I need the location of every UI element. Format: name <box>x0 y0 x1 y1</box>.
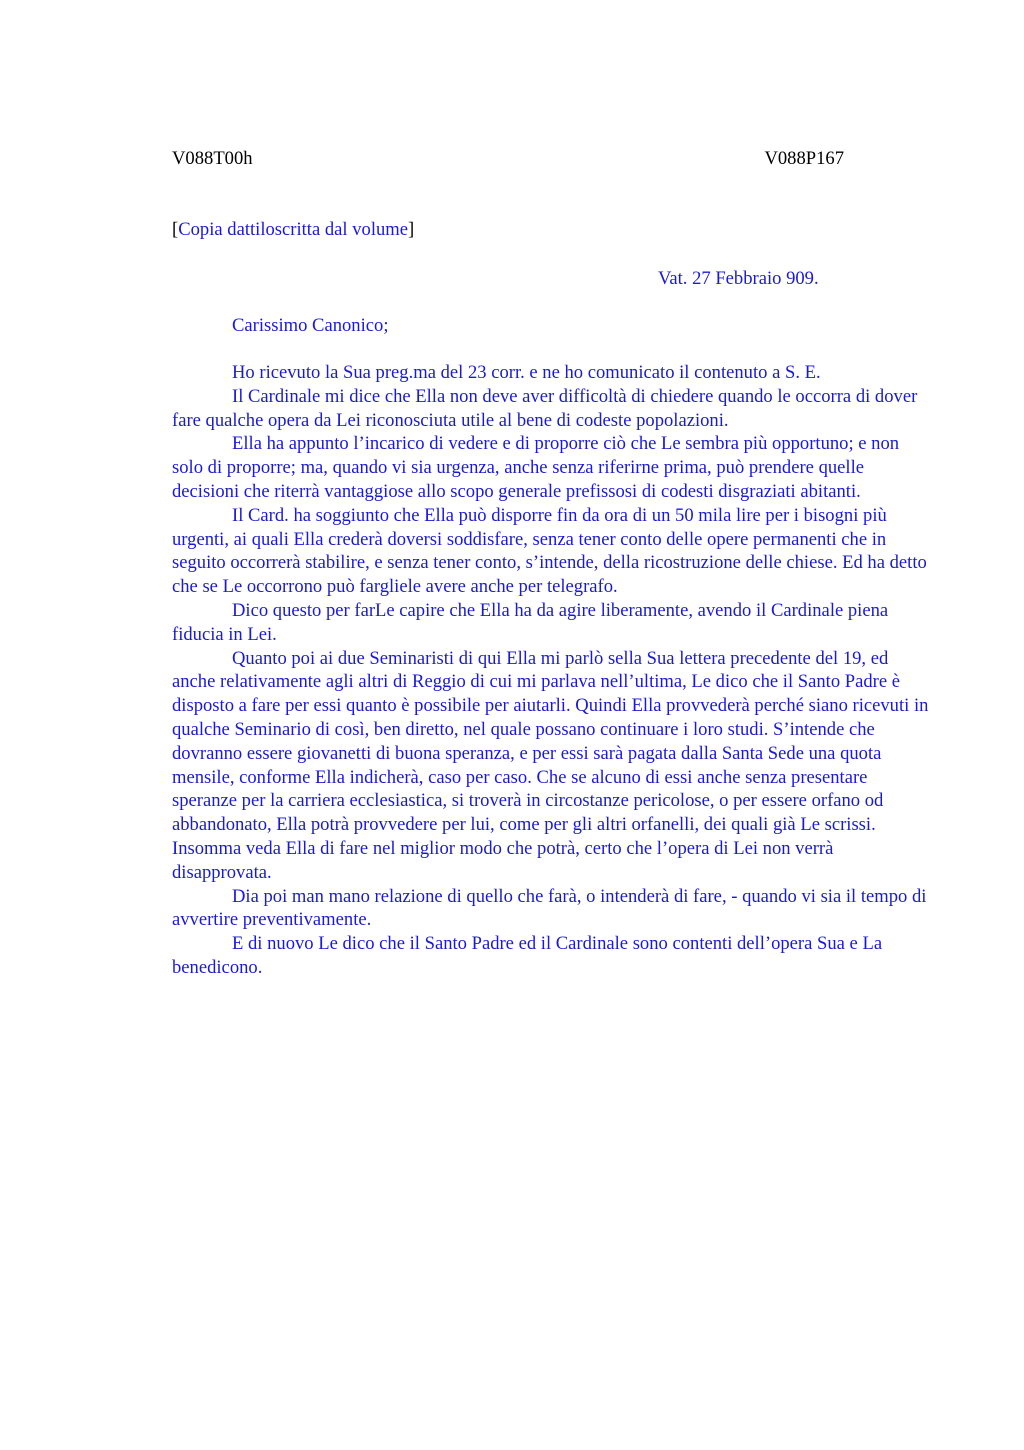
letter-dateline: Vat. 27 Febbraio 909. <box>658 268 819 289</box>
letter-paragraph: Ella ha appunto l’incarico di vedere e di proporre ciò che Le sembra più opportuno; e non solo di proporre; ma, quando vi sia urgenza, anche senza riferirne prima, può prendere quelle decisioni che riterrà vantaggiose allo scopo generale prefissosi di codesti disgraziati abitanti. <box>172 433 900 502</box>
letter-paragraph: Quanto poi ai due Seminaristi di qui Ella mi parlò sella Sua lettera precedente del 19, ed anche relativamente agli altri di Reggio di cui mi parlava nell’ultima, Le dico che il Santo Padre è disposto a fare per essi quanto è possibile per aiutarli. Quindi Ella provvederà perché siano ricevuti in qualche Seminario di così, ben diretto, nel quale possano continuare i loro studi. S’intende che dovranno essere giovanetti di buona speranza, e per essi sarà pagata dalla Santa Sede una quota mensile, conforme Ella indicherà, caso per caso. Che se alcuno di essi anche senza presentare speranze per la carriera ecclesiastica, si troverà in circostanze pericolose, o per essere orfano od abbandonato, Ella potrà provvedere per lui, come per gli altri orfanelli, dei quali già Le scrissi. Insomma veda Ella di fare nel miglior modo che potrà, certo che l’opera di Lei non verrà disapprovata. <box>172 647 929 883</box>
letter-paragraph: E di nuovo Le dico che il Santo Padre ed il Cardinale sono contenti dell’opera Sua e La benedicono. <box>172 933 883 978</box>
letter-paragraph: Dico questo per farLe capire che Ella ha da agire liberamente, avendo il Cardinale piena fiducia in Lei. <box>172 599 889 645</box>
letter-paragraph: Dia poi man mano relazione di quello che farà, o intenderà di fare, - quando vi sia il tempo di avvertire preventivamente. <box>172 885 927 931</box>
document-code-left: V088T00h <box>172 148 253 169</box>
page-header <box>172 146 844 172</box>
letter-paragraph: Ho ricevuto la Sua preg.ma del 23 corr. e ne ho comunicato il contenuto a S. E. <box>232 362 821 383</box>
note-open-bracket: [ <box>172 219 179 240</box>
letter-body <box>172 361 932 980</box>
letter-paragraph: Il Cardinale mi dice che Ella non deve aver difficoltà di chiedere quando le occorra di dover fare qualche opera da Lei riconosciuta utile al bene di codeste popolazioni. <box>172 385 918 431</box>
editorial-note <box>172 217 414 243</box>
letter-paragraph: Il Card. ha soggiunto che Ella può disporre fin da ora di un 50 mila lire per i bisogni più urgenti, ai quali Ella crederà doversi soddisfare, senza tener conto delle opere permanenti che in seguito occorrerà stabilire, e senza tener conto, s’intende, della ricostruzione delle chiese. Ed ha detto che se Le occorrono può fargliele avere anche per telegrafo. <box>172 504 927 598</box>
note-text: Copia dattiloscritta dal volume <box>178 219 408 240</box>
document-code-right: V088P167 <box>764 148 844 169</box>
letter-salutation: Carissimo Canonico; <box>232 315 389 336</box>
note-close-bracket: ] <box>408 219 415 240</box>
